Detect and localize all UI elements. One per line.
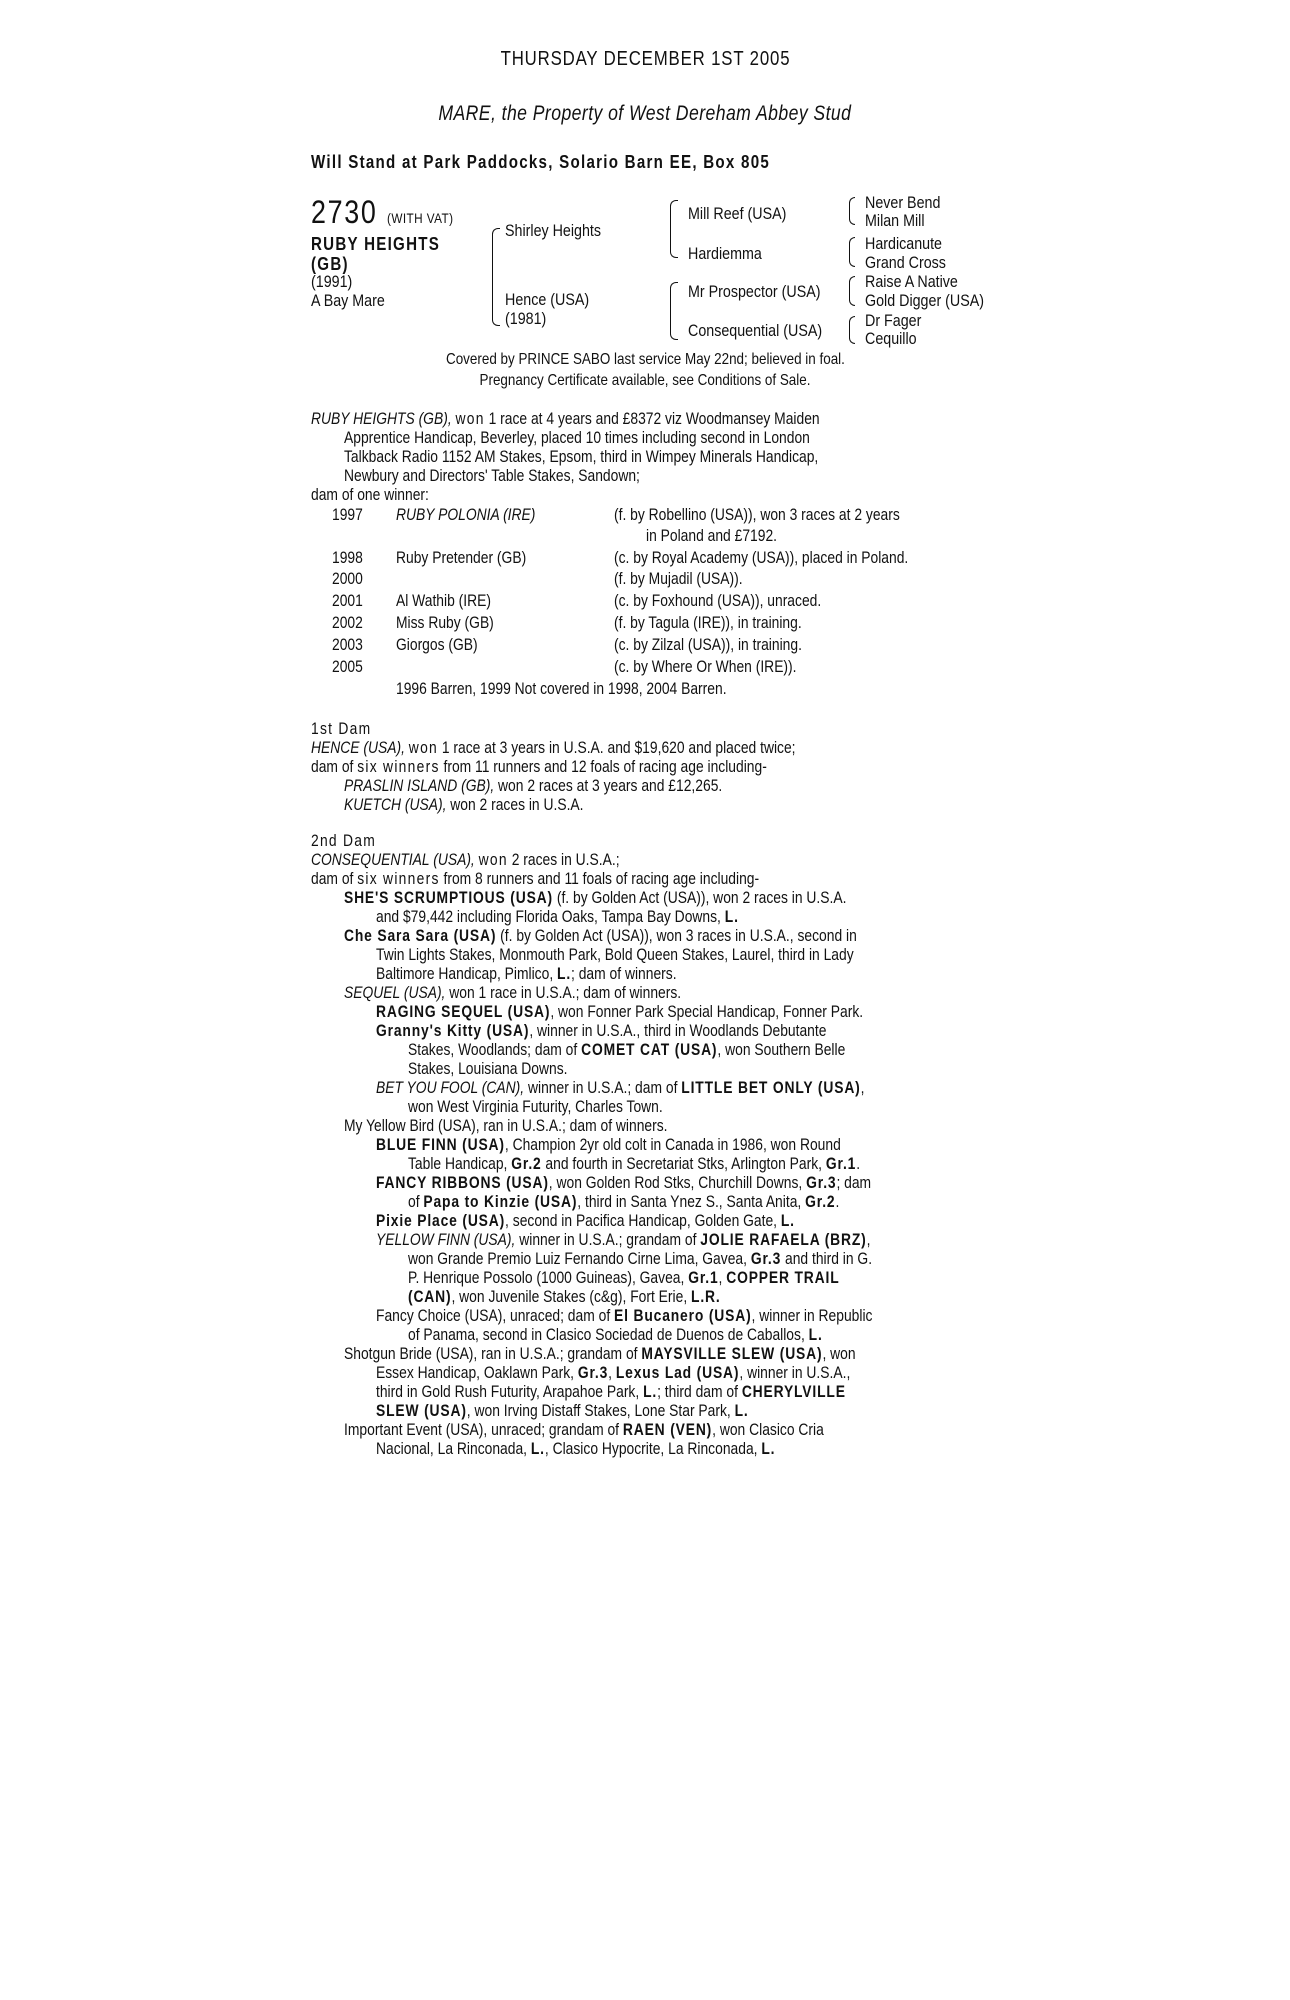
produce-detail: (c. by Royal Academy (USA)), placed in Poland. xyxy=(614,549,909,567)
produce-line xyxy=(344,1117,668,1136)
produce-line-text: L. xyxy=(808,1326,823,1344)
produce-line xyxy=(408,1041,845,1060)
produce-name: Al Wathib (IRE) xyxy=(396,592,491,610)
produce-line xyxy=(344,889,846,908)
produce-line-text: Che Sara Sara (USA) xyxy=(344,927,497,945)
produce-year: 2001 xyxy=(332,592,363,610)
produce-line-text: . xyxy=(835,1193,840,1211)
produce-line xyxy=(376,1136,841,1155)
produce-detail: (c. by Where Or When (IRE)). xyxy=(614,658,797,676)
produce-line-text: , won Fonner Park Special Handicap, Fonner Park. xyxy=(550,1003,864,1021)
produce-line-text: won 1 race in U.S.A.; dam of winners. xyxy=(445,984,682,1002)
produce-line xyxy=(344,1345,856,1364)
produce-year: 2002 xyxy=(332,614,363,632)
produce-line-text: , won Southern Belle xyxy=(717,1041,846,1059)
produce-line-text: Granny's Kitty (USA) xyxy=(376,1022,530,1040)
produce-line xyxy=(376,1231,871,1250)
produce-line xyxy=(408,1098,663,1117)
produce-line-text: Gr.1 xyxy=(825,1155,857,1173)
produce-line-text: Papa to Kinzie (USA) xyxy=(423,1193,578,1211)
produce-line-text: Essex Handicap, Oaklawn Park, xyxy=(376,1364,578,1382)
produce-line xyxy=(408,1250,872,1269)
produce-line-text: L. xyxy=(557,965,572,983)
produce-line xyxy=(408,1269,839,1288)
produce-line xyxy=(408,1155,860,1174)
horse-year: (1991) xyxy=(311,272,353,291)
produce-line-text: , winner in U.S.A., xyxy=(739,1364,851,1382)
produce-line-text: P. Henrique Possolo (1000 Guineas), Gavea, xyxy=(408,1269,689,1287)
produce-line-text: L.R. xyxy=(691,1288,721,1306)
produce-line-text: YELLOW FINN (USA), xyxy=(376,1231,516,1249)
produce-line-text: BET YOU FOOL (CAN), xyxy=(376,1079,525,1097)
vat-label: (WITH VAT) xyxy=(387,210,454,226)
produce-line-text: , won Juvenile Stakes (c&g), Fort Erie, xyxy=(451,1288,692,1306)
lot-number: 2730 xyxy=(311,194,378,230)
sale-date: THURSDAY DECEMBER 1ST 2005 xyxy=(500,48,790,70)
produce-line-text: Lexus Lad (USA) xyxy=(615,1364,740,1382)
produce-name: Ruby Pretender (GB) xyxy=(396,549,527,567)
produce-line-text: , xyxy=(608,1364,616,1382)
produce-line-text: L. xyxy=(780,1212,795,1230)
produce-line-text: Gr.3 xyxy=(750,1250,782,1268)
pedigree-ssd: Milan Mill xyxy=(865,211,925,230)
produce-line xyxy=(408,1060,567,1079)
produce-line-text: FANCY RIBBONS (USA) xyxy=(376,1174,549,1192)
pedigree-sd: Hardiemma xyxy=(688,244,762,263)
produce-line-text: Nacional, La Rinconada, xyxy=(376,1440,531,1458)
produce-line-text: third in Gold Rush Futurity, Arapahoe Park, xyxy=(376,1383,644,1401)
horse-name: RUBY HEIGHTS xyxy=(311,234,441,254)
ds-brace xyxy=(849,276,855,306)
produce-line-text: COPPER TRAIL xyxy=(726,1269,840,1287)
produce-line-text: SEQUEL (USA), xyxy=(344,984,446,1002)
produce-line xyxy=(376,1212,795,1231)
produce-line-text: COMET CAT (USA) xyxy=(581,1041,718,1059)
produce-line xyxy=(376,1003,863,1022)
pedigree-ddd: Cequillo xyxy=(865,329,917,348)
dd-brace xyxy=(849,316,855,344)
produce-line-text: , Clasico Hypocrite, La Rinconada, xyxy=(544,1440,762,1458)
pedigree-sire: Shirley Heights xyxy=(505,221,602,240)
produce-line xyxy=(376,946,854,965)
produce-line-text: and third in G. xyxy=(781,1250,873,1268)
produce-line-text: , won Irving Distaff Stakes, Lone Star Park, xyxy=(466,1402,735,1420)
produce-name: Giorgos (GB) xyxy=(396,636,478,654)
produce-name: Miss Ruby (GB) xyxy=(396,614,494,632)
catalogue-page: THURSDAY DECEMBER 1ST 2005 MARE, the Property of West Dereham Abbey Stud Will Stand at Park Paddocks, Solario Barn EE, Box 805 2730 (WITH VAT) RUBY HEIGHTS (GB) (1991) A Bay Mare Shirley Heights Hence (USA) (1981) Mill Reef (USA) Hardiemma Mr Prospector (USA) Consequential (USA) Never Bend Milan Mill Hardicanute Grand Cross Raise A Native Gold Digger (USA) Dr Fager Cequillo Covered by PRINCE SABO last service May 22nd; believed in foal. Pregnancy Certificate available, see Conditions of Sale. RUBY HEIGHTS (GB), won 1 race at 4 years and £8372 viz Woodmansey Maiden Apprentice Handicap, Beverley, placed 10 times including second in London Talkback Radio 1152 AM Stakes, Epsom, third in Wimpey Minerals Handicap, Newbury and Directors' Table Stakes, Sandown; dam of one winner: 1997 RUBY POLONIA (IRE) (f. by Robellino (USA)), won 3 races at 2 years in Poland and £7192. 1998 Ruby Pretender (GB) (c. by Royal Academy (USA)), placed in Poland. 2000 (f. by Mujadil (USA)). 2001 Al Wathib (IRE) (c. by Foxhound (USA)), unraced. 2002 Miss Ruby (GB) (f. by Tagula (IRE)), in training. 2003 Giorgos (GB) (c. by Zilzal (USA)), in training. 2005 (c. by Where Or When (IRE)). 1996 Barren, 1999 Not covered in 1998, 2004 Barren. 1st Dam HENCE (USA), won 1 race at 3 years in U.S.A. and $19,620 and placed twice; dam of six winners from 11 runners and 12 foals of racing age including- PRASLIN ISLAND (GB), won 2 races at 3 years and £12,265. KUETCH (USA), won 2 races in U.S.A. 2nd Dam CONSEQUENTIAL (USA), won 2 races in U.S.A.; dam of six winners from 8 runners and 11 foals of racing age including- SHE'S SCRUMPTIOUS (USA) (f. by Golden Act (USA)), won 2 races in U.S.A. and $79,442 including Florida Oaks, Tampa Bay Downs, L. Che Sara Sara (USA) (f. by Golden Act (USA)), won 3 races in U.S.A., second in Twin Lights Stakes, Monmouth Park, Bold Queen Stakes, Laurel, third in Lady Baltimore Handicap, Pimlico, L.; dam of winners. SEQUEL (USA), won 1 race in U.S.A.; dam of winners. RAGING SEQUEL (USA), won Fonner Park Special Handicap, Fonner Park. Granny's Kitty (USA), winner in U.S.A., third in Woodlands Debutante Stakes, Woodlands; dam of COMET CAT (USA), won Southern Belle Stakes, Louisiana Downs. BET YOU FOOL (CAN), winner in U.S.A.; dam of LITTLE BET ONLY (USA), won West Virginia Futurity, Charles Town. My Yellow Bird (USA), ran in U.S.A.; dam of winners. BLUE FINN (USA), Champion 2yr old colt in Canada in 1986, won Round Table Handicap, Gr.2 and fourth in Secretariat Stks, Arlington Park, Gr.1. FANCY RIBBONS (USA), won Golden Rod Stks, Churchill Downs, Gr.3; dam of Papa to Kinzie (USA), third in Santa Ynez S., Santa Anita, Gr.2. Pixie Place (USA), second in Pacifica Handicap, Golden Gate, L. YELLOW FINN (USA), winner in U.S.A.; grandam of JOLIE RAFAELA (BRZ), won Grande Premio Luiz Fernando Cirne Lima, Gavea, Gr.3 and third in G. P. Henrique Possolo (1000 Guineas), Gavea, Gr.1, COPPER TRAIL (CAN), won Juvenile Stakes (c&g), Fort Erie, L.R. Fancy Choice (USA), unraced; dam of El Bucanero (USA), winner in Republic of Panama, second in Clasico Sociedad de Duenos de Caballos, L. Shotgun Bride (USA), ran in U.S.A.; grandam of MAYSVILLE SLEW (USA), won Essex Handicap, Oaklawn Park, Gr.3, Lexus Lad (USA), winner in U.S.A., third in Gold Rush Futurity, Arapahoe Park, L.; third dam of CHERYLVILLE SLEW (USA), won Irving Distaff Stakes, Lone Star Park, L. Important Event (USA), unraced; grandam of RAEN (VEN), won Clasico Cria Nacional, La Rinconada, L., Clasico Hypocrite, La Rinconada, L. xyxy=(0,0,1290,2000)
produce-year: 1997 xyxy=(332,506,363,524)
produce-line-text: L. xyxy=(530,1440,545,1458)
produce-line-text: CHERYLVILLE xyxy=(741,1383,846,1401)
produce-detail: in Poland and £7192. xyxy=(646,527,778,545)
produce-line-text: SHE'S SCRUMPTIOUS (USA) xyxy=(344,889,553,907)
produce-line-text: won West Virginia Futurity, Charles Town. xyxy=(408,1098,663,1116)
pedigree-sdd: Grand Cross xyxy=(865,253,946,272)
produce-line xyxy=(376,1307,872,1326)
horse-description: A Bay Mare xyxy=(311,291,385,310)
produce-line-text: , won Clasico Cria xyxy=(712,1421,824,1439)
produce-line-text: Table Handicap, xyxy=(408,1155,512,1173)
pedigree-sss: Never Bend xyxy=(865,193,941,212)
produce-line-text: BLUE FINN (USA) xyxy=(376,1136,505,1154)
produce-line-text: , second in Pacifica Handicap, Golden Gate, xyxy=(505,1212,781,1230)
produce-line-text: LITTLE BET ONLY (USA) xyxy=(681,1079,861,1097)
produce-line-text: Gr.2 xyxy=(805,1193,836,1211)
produce-line-text: , third in Santa Ynez S., Santa Anita, xyxy=(577,1193,806,1211)
produce-line-text: L. xyxy=(761,1440,776,1458)
produce-line-text: Gr.3 xyxy=(806,1174,837,1192)
produce-line-text: , xyxy=(866,1231,871,1249)
produce-line xyxy=(344,927,857,946)
produce-line-text: . xyxy=(856,1155,861,1173)
produce-line xyxy=(376,908,739,927)
produce-line-text: Important Event (USA), unraced; grandam of xyxy=(344,1421,623,1439)
pedigree-dds: Dr Fager xyxy=(865,311,922,330)
produce-line-text: (f. by Golden Act (USA)), won 2 races in U.S.A. xyxy=(552,889,847,907)
produce-line-text: My Yellow Bird (USA), ran in U.S.A.; dam of winners. xyxy=(344,1117,668,1135)
produce-line-text: El Bucanero (USA) xyxy=(614,1307,752,1325)
second-dam-heading: 2nd Dam xyxy=(311,832,377,850)
produce-line-text: , winner in U.S.A., third in Woodlands Debutante xyxy=(529,1022,827,1040)
produce-line-text: JOLIE RAFAELA (BRZ) xyxy=(700,1231,867,1249)
produce-line xyxy=(376,1364,850,1383)
produce-line xyxy=(376,1402,749,1421)
produce-line-text: Stakes, Woodlands; dam of xyxy=(408,1041,582,1059)
produce-line-text: L. xyxy=(724,908,739,926)
produce-line-text: and fourth in Secretariat Stks, Arlington Park, xyxy=(541,1155,826,1173)
produce-line-text: Shotgun Bride (USA), ran in U.S.A.; grandam of xyxy=(344,1345,642,1363)
produce-line-text: of xyxy=(408,1193,424,1211)
pedigree-dam-year: (1981) xyxy=(505,309,547,328)
produce-line xyxy=(376,1022,826,1041)
produce-line-text: , won xyxy=(822,1345,856,1363)
produce-line xyxy=(376,965,677,984)
produce-line-text: (CAN) xyxy=(408,1288,452,1306)
produce-line-text: ; dam xyxy=(836,1174,872,1192)
produce-line-text: Gr.1 xyxy=(688,1269,719,1287)
pedigree-dsd: Gold Digger (USA) xyxy=(865,291,985,310)
first-dam-heading: 1st Dam xyxy=(311,720,372,738)
produce-line xyxy=(376,1079,864,1098)
produce-line-text: winner in U.S.A.; dam of xyxy=(524,1079,682,1097)
produce-year: 2005 xyxy=(332,658,363,676)
produce-line-text: SLEW (USA) xyxy=(376,1402,467,1420)
pedigree-brace xyxy=(492,228,500,326)
produce-detail: (f. by Mujadil (USA)). xyxy=(614,570,743,588)
dam-brace xyxy=(670,282,678,340)
produce-line xyxy=(344,1421,824,1440)
pregnancy-line: Pregnancy Certificate available, see Conditions of Sale. xyxy=(479,372,811,389)
produce-line xyxy=(408,1193,839,1212)
produce-line-text: Twin Lights Stakes, Monmouth Park, Bold Queen Stakes, Laurel, third in Lady xyxy=(376,946,854,964)
horse-country: (GB) xyxy=(311,254,349,274)
produce-line-text: Gr.3 xyxy=(577,1364,609,1382)
produce-detail: (f. by Robellino (USA)), won 3 races at 2 years xyxy=(614,506,900,524)
barren-note: 1996 Barren, 1999 Not covered in 1998, 2004 Barren. xyxy=(396,680,727,698)
produce-line-text: ; third dam of xyxy=(657,1383,742,1401)
pedigree-sds: Hardicanute xyxy=(865,234,943,253)
produce-line-text: of Panama, second in Clasico Sociedad de Duenos de Caballos, xyxy=(408,1326,809,1344)
produce-detail: (c. by Foxhound (USA)), unraced. xyxy=(614,592,822,610)
pedigree-ds: Mr Prospector (USA) xyxy=(688,282,821,301)
produce-line-text: , xyxy=(860,1079,865,1097)
ss-brace xyxy=(849,197,855,225)
produce-line-text: Stakes, Louisiana Downs. xyxy=(408,1060,568,1078)
sd-brace xyxy=(849,237,855,267)
pedigree-dd: Consequential (USA) xyxy=(688,321,823,340)
consignor-line: MARE, the Property of West Dereham Abbey Stud xyxy=(438,102,852,125)
pedigree-dam: Hence (USA) xyxy=(505,290,590,309)
produce-detail: (c. by Zilzal (USA)), in training. xyxy=(614,636,802,654)
produce-line xyxy=(408,1288,721,1307)
produce-line-text: (f. by Golden Act (USA)), won 3 races in U.S.A., second in xyxy=(496,927,857,945)
produce-line-text: MAYSVILLE SLEW (USA) xyxy=(641,1345,823,1363)
produce-line xyxy=(376,1174,871,1193)
produce-year: 2003 xyxy=(332,636,363,654)
produce-line-text: Pixie Place (USA) xyxy=(376,1212,506,1230)
produce-line-text: , winner in Republic xyxy=(751,1307,873,1325)
produce-line xyxy=(376,1383,846,1402)
produce-line-text: , won Golden Rod Stks, Churchill Downs, xyxy=(548,1174,807,1192)
produce-line-text: winner in U.S.A.; grandam of xyxy=(515,1231,701,1249)
produce-line-text: , Champion 2yr old colt in Canada in 1986, won Round xyxy=(504,1136,841,1154)
produce-line xyxy=(408,1326,823,1345)
produce-year: 1998 xyxy=(332,549,363,567)
pedigree-dss: Raise A Native xyxy=(865,272,958,291)
covered-line: Covered by PRINCE SABO last service May 22nd; believed in foal. xyxy=(445,351,845,368)
location-line: Will Stand at Park Paddocks, Solario Barn EE, Box 805 xyxy=(311,152,771,172)
produce-line-text: Gr.2 xyxy=(511,1155,542,1173)
sire-brace xyxy=(670,200,678,258)
produce-line-text: RAGING SEQUEL (USA) xyxy=(376,1003,551,1021)
produce-line xyxy=(376,1440,775,1459)
produce-line-text: Baltimore Handicap, Pimlico, xyxy=(376,965,558,983)
produce-year: 2000 xyxy=(332,570,363,588)
produce-line-text: ; dam of winners. xyxy=(571,965,677,983)
produce-line-text: , xyxy=(718,1269,727,1287)
produce-line-text: RAEN (VEN) xyxy=(622,1421,713,1439)
produce-line-text: Fancy Choice (USA), unraced; dam of xyxy=(376,1307,615,1325)
pedigree-ss: Mill Reef (USA) xyxy=(688,204,787,223)
produce-name: RUBY POLONIA (IRE) xyxy=(396,506,536,524)
produce-detail: (f. by Tagula (IRE)), in training. xyxy=(614,614,802,632)
produce-line-text: L. xyxy=(734,1402,749,1420)
produce-line-text: L. xyxy=(643,1383,658,1401)
produce-line-text: won Grande Premio Luiz Fernando Cirne Lima, Gavea, xyxy=(408,1250,751,1268)
produce-line-text: and $79,442 including Florida Oaks, Tampa Bay Downs, xyxy=(376,908,725,926)
produce-line xyxy=(344,984,681,1003)
